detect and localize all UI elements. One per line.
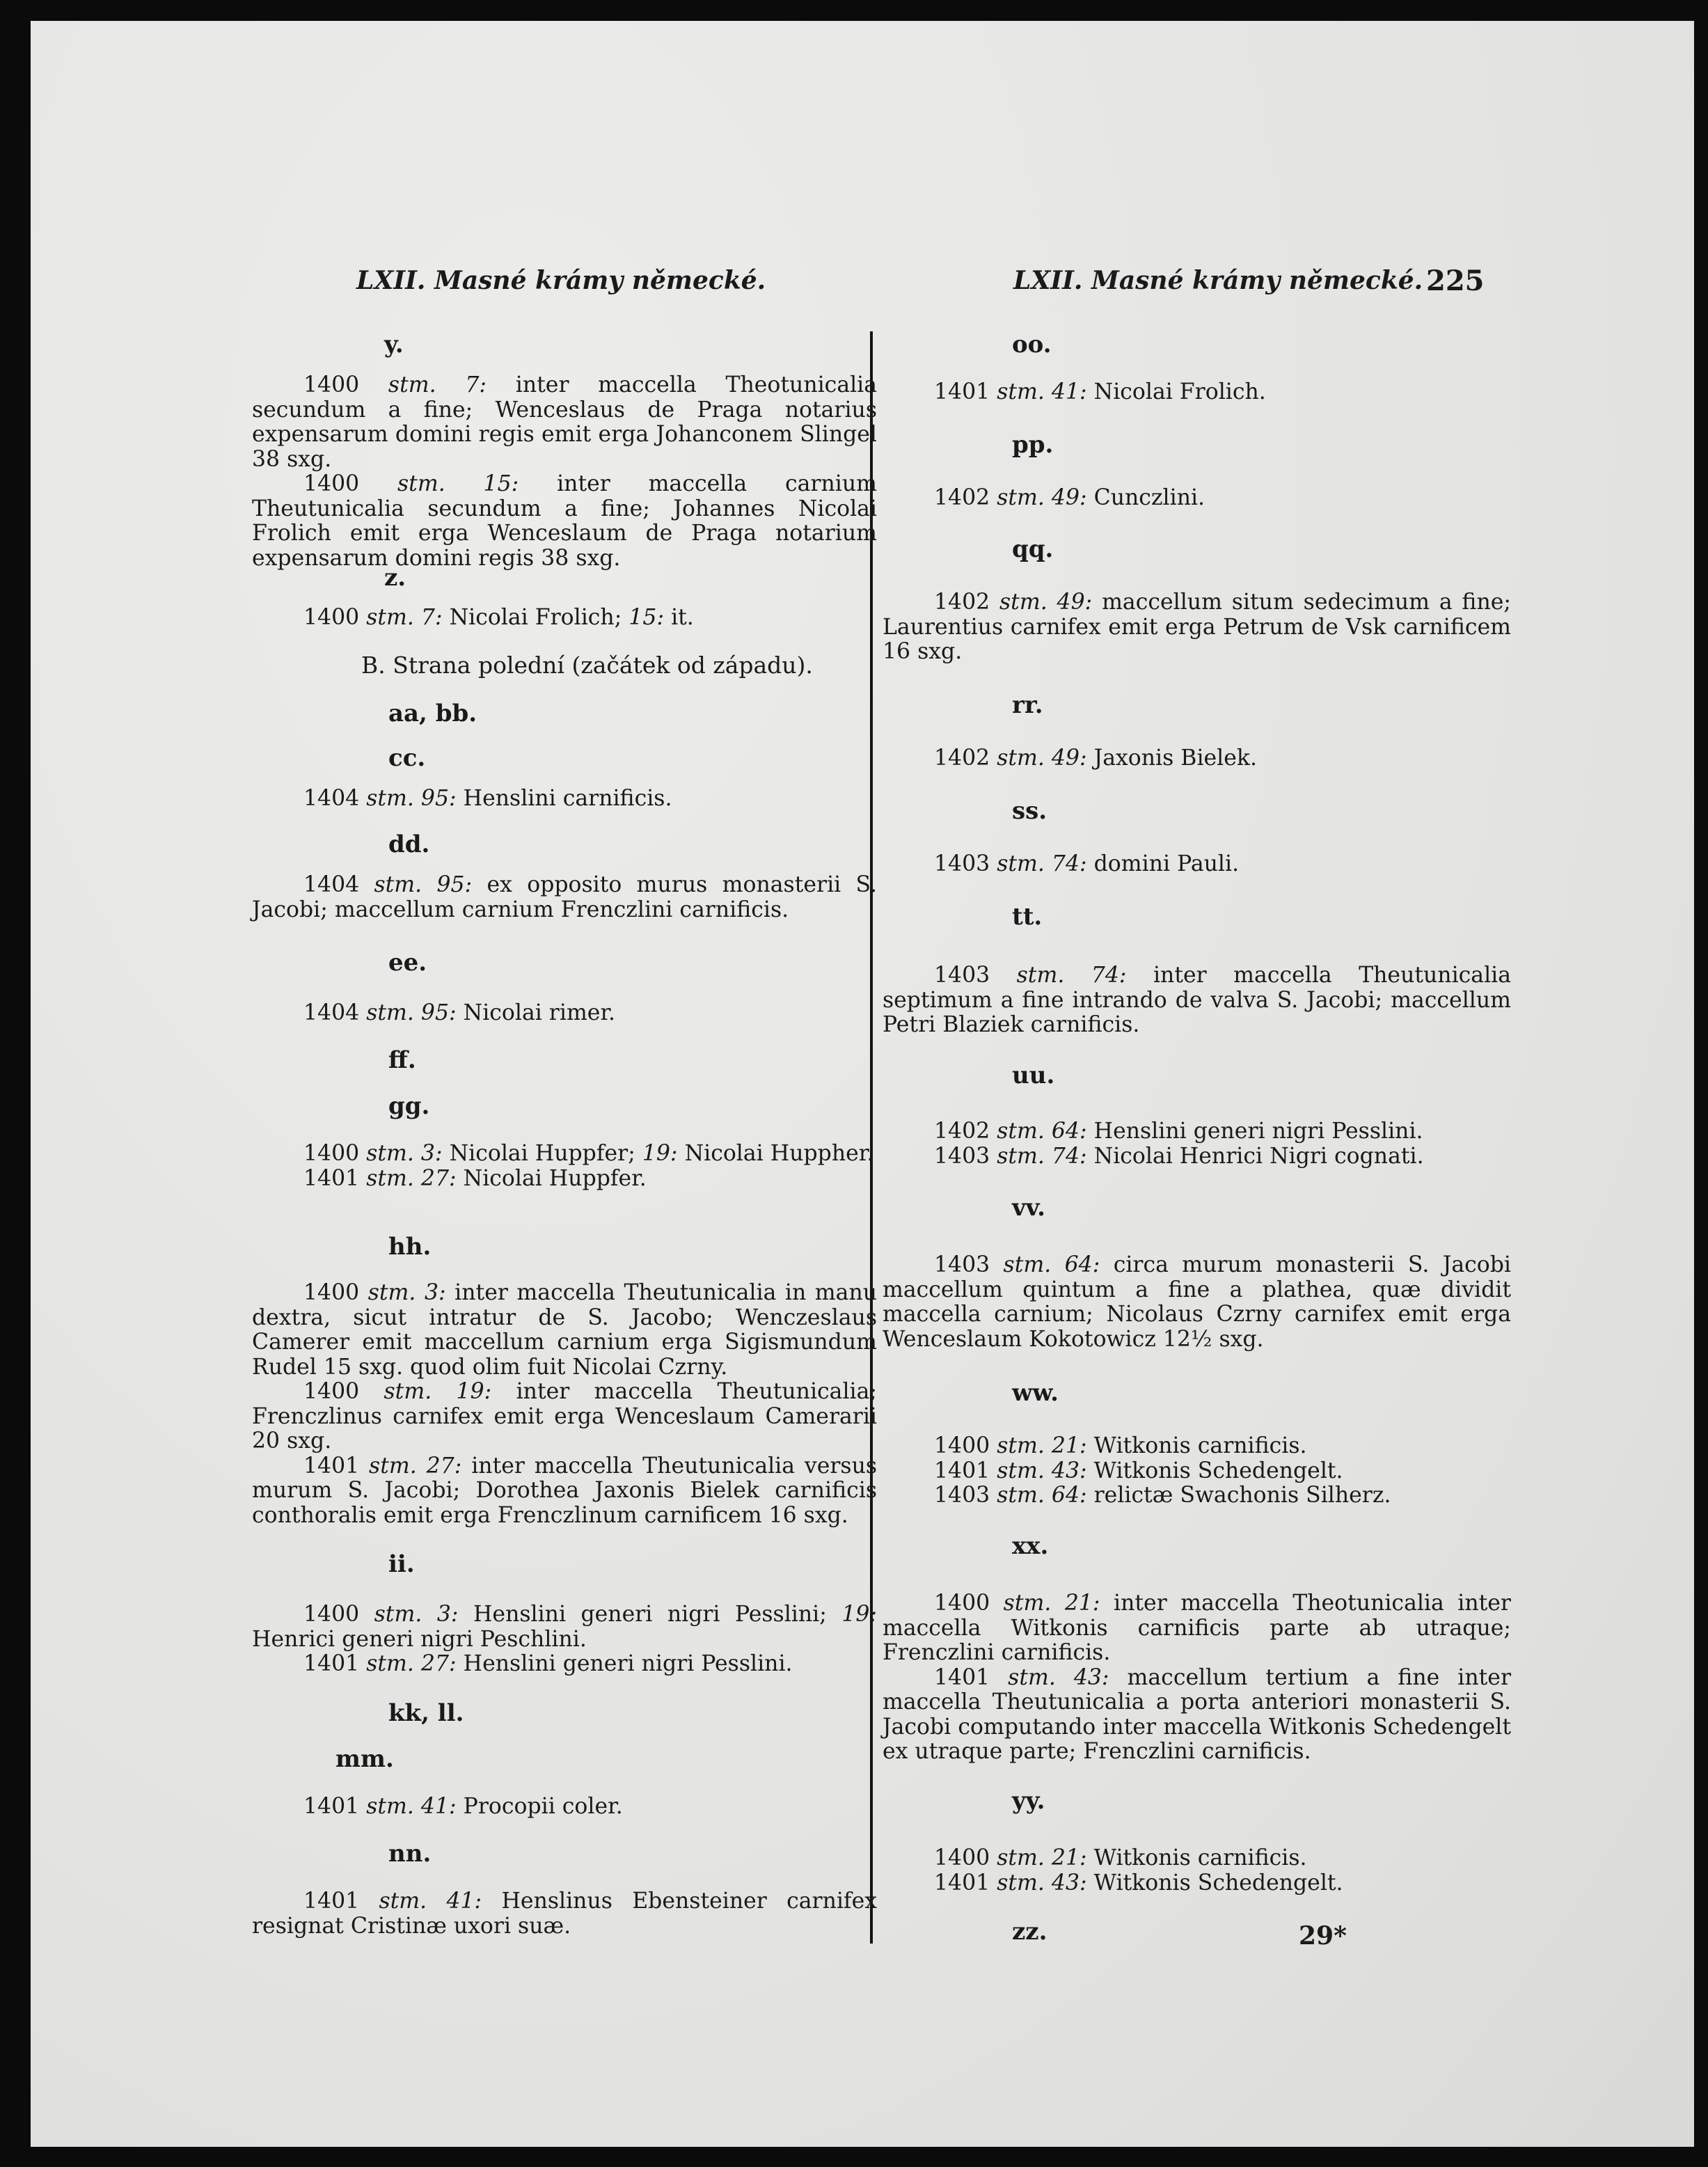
section-label: ff. (388, 1046, 416, 1074)
entry: 1403 stm. 64: circa murum monasterii S. Jacobi maccellum quintum a fine a plathea, quæ dividit maccella carnium; Nicolaus Czrny carnifex emit erga Wenceslaum Kokotowicz 12½ sxg. (883, 1252, 1512, 1352)
section-label: nn. (388, 1840, 432, 1868)
entry-group (883, 852, 1511, 877)
page-number: 225 (1426, 265, 1485, 297)
entry-group (883, 380, 1511, 405)
signature-mark: 29* (1299, 1921, 1347, 1951)
page (31, 21, 1694, 2147)
entry: 1403 stm. 74: inter maccella Theutunicalia septimum a fine intrando de valva S. Jacobi; maccellum Petri Blaziek carnificis. (883, 963, 1512, 1037)
entry: 1403 stm. 74: domini Pauli. (934, 851, 1240, 876)
section-label: cc. (388, 744, 426, 772)
section-label: ss. (1012, 797, 1047, 825)
entry-group (252, 1795, 877, 1820)
entry-group (252, 1001, 877, 1026)
entry: 1402 stm. 49: Jaxonis Bielek. (934, 746, 1257, 771)
entry: 1400 stm. 21: Witkonis carnificis. (934, 1433, 1307, 1458)
entry-group (252, 1281, 877, 1528)
section-label: xx. (1012, 1532, 1049, 1560)
section-label: hh. (388, 1233, 432, 1261)
entry: 1400 stm. 3: Henslini generi nigri Pesslini; 19: Henrici generi nigri Peschlini. (252, 1602, 878, 1652)
section-label: tt. (1012, 903, 1043, 931)
entry: 1404 stm. 95: Henslini carnificis. (303, 786, 672, 811)
entry: 1400 stm. 3: inter maccella Theutunicalia in manu dextra, sicut intratur de S. Jacobo; Wenczeslaus Camerer emit maccellum carnium erga Sigismundum Rudel 15 sxg. quod olim fuit Nicolai Czrny. (252, 1280, 878, 1380)
entry: 1400 stm. 21: inter maccella Theotunicalia inter maccella Witkonis carnificis parte ab utraque; Frenczlini carnificis. (883, 1591, 1511, 1665)
section-label: ww. (1012, 1379, 1059, 1407)
entry-group (883, 1434, 1511, 1508)
section-label: gg. (388, 1092, 430, 1120)
entry: 1403 stm. 64: relictæ Swachonis Silherz. (934, 1483, 1391, 1508)
entry-group (252, 606, 877, 631)
entry-group (252, 787, 877, 812)
entry-group (252, 873, 877, 922)
entry: 1401 stm. 27: inter maccella Theutunicalia versus murum S. Jacobi; Dorothea Jaxonis Bielek carnificis conthoralis emit erga Frenczlinum carnificem 16 sxg. (252, 1453, 878, 1528)
entry: 1403 stm. 74: Nicolai Henrici Nigri cognati. (934, 1143, 1424, 1169)
entry: 1401 stm. 41: Henslinus Ebensteiner carnifex resignat Cristinæ uxori suæ. (252, 1889, 877, 1939)
section-label: ee. (388, 949, 427, 977)
section-label: pp. (1012, 431, 1054, 459)
entry: 1401 stm. 41: Nicolai Frolich. (934, 379, 1266, 404)
entry-group (883, 746, 1511, 771)
section-label: uu. (1012, 1062, 1055, 1089)
entry: 1401 stm. 43: maccellum tertium a fine inter maccella Theutunicalia a porta anteriori monasterii S. Jacobi computando inter maccella Witkonis Schedengelt ex utraque parte; Frenczlini carnificis. (883, 1664, 1512, 1764)
section-label: aa, bb. (388, 700, 477, 727)
column-divider (870, 331, 873, 1944)
section-label: ii. (388, 1550, 415, 1578)
entry-group (883, 963, 1511, 1038)
running-head-right: LXII. Masné krámy německé. (1013, 266, 1423, 295)
section-label: vv. (1012, 1194, 1045, 1222)
section-label: mm. (335, 1745, 394, 1773)
entry: 1401 stm. 43: Witkonis Schedengelt. (934, 1458, 1343, 1483)
section-label: y. (384, 331, 404, 358)
entry: 1401 stm. 43: Witkonis Schedengelt. (934, 1870, 1343, 1896)
section-label: qq. (1012, 535, 1054, 563)
section-label: kk, ll. (388, 1699, 464, 1727)
entry: 1404 stm. 95: Nicolai rimer. (303, 1000, 616, 1025)
entry: 1401 stm. 27: Nicolai Huppfer. (303, 1165, 647, 1191)
entry-group (883, 1591, 1511, 1765)
section-label: oo. (1012, 331, 1052, 358)
entry: 1404 stm. 95: ex opposito murus monasterii S. Jacobi; maccellum carnium Frenczlini carnificis. (252, 872, 877, 922)
entry: 1402 stm. 49: maccellum situm sedecimum a fine; Laurentius carnifex emit erga Petrum de Vsk carnificem 16 sxg. (883, 590, 1511, 664)
entry-group (883, 486, 1511, 511)
entry-group (883, 590, 1511, 665)
entry: 1400 stm. 3: Nicolai Huppfer; 19: Nicolai Huppher. (303, 1141, 874, 1166)
entry: 1400 stm. 7: inter maccella Theotunicalia secundum a fine; Wenceslaus de Praga notarius expensarum domini regis emit erga Johanconem Slingel 38 sxg. (252, 372, 878, 472)
entry-group (252, 1142, 877, 1191)
section-label: dd. (388, 830, 430, 858)
section-label: yy. (1012, 1787, 1045, 1815)
entry: 1400 stm. 21: Witkonis carnificis. (934, 1845, 1307, 1870)
entry: 1401 stm. 41: Procopii coler. (303, 1794, 623, 1819)
entry: 1401 stm. 27: Henslini generi nigri Pesslini. (303, 1651, 793, 1676)
section-label: z. (384, 564, 406, 592)
entry: 1400 stm. 7: Nicolai Frolich; 15: it. (303, 605, 694, 630)
entry-group (883, 1119, 1511, 1169)
entry-group (883, 1846, 1511, 1896)
section-label: zz. (1012, 1918, 1047, 1946)
section-label: rr. (1012, 691, 1043, 719)
entry: 1402 stm. 64: Henslini generi nigri Pesslini. (934, 1119, 1423, 1144)
entry-group (252, 373, 877, 571)
entry: 1400 stm. 15: inter maccella carnium Theutunicalia secundum a fine; Johannes Nicolai Frolich emit erga Wenceslaum de Praga notarium expensarum domini regis 38 sxg. (252, 471, 878, 571)
entry: 1400 stm. 19: inter maccella Theutunicalia; Frenczlinus carnifex emit erga Wenceslaum Camerarii 20 sxg. (252, 1379, 878, 1453)
entry-group (252, 1602, 877, 1677)
entry: 1402 stm. 49: Cunczlini. (934, 485, 1205, 510)
entry-group (252, 1889, 877, 1939)
entry-group (883, 1253, 1511, 1352)
section-heading: B. Strana polední (začátek od západu). (361, 652, 813, 679)
running-head-left: LXII. Masné krámy německé. (356, 266, 766, 295)
